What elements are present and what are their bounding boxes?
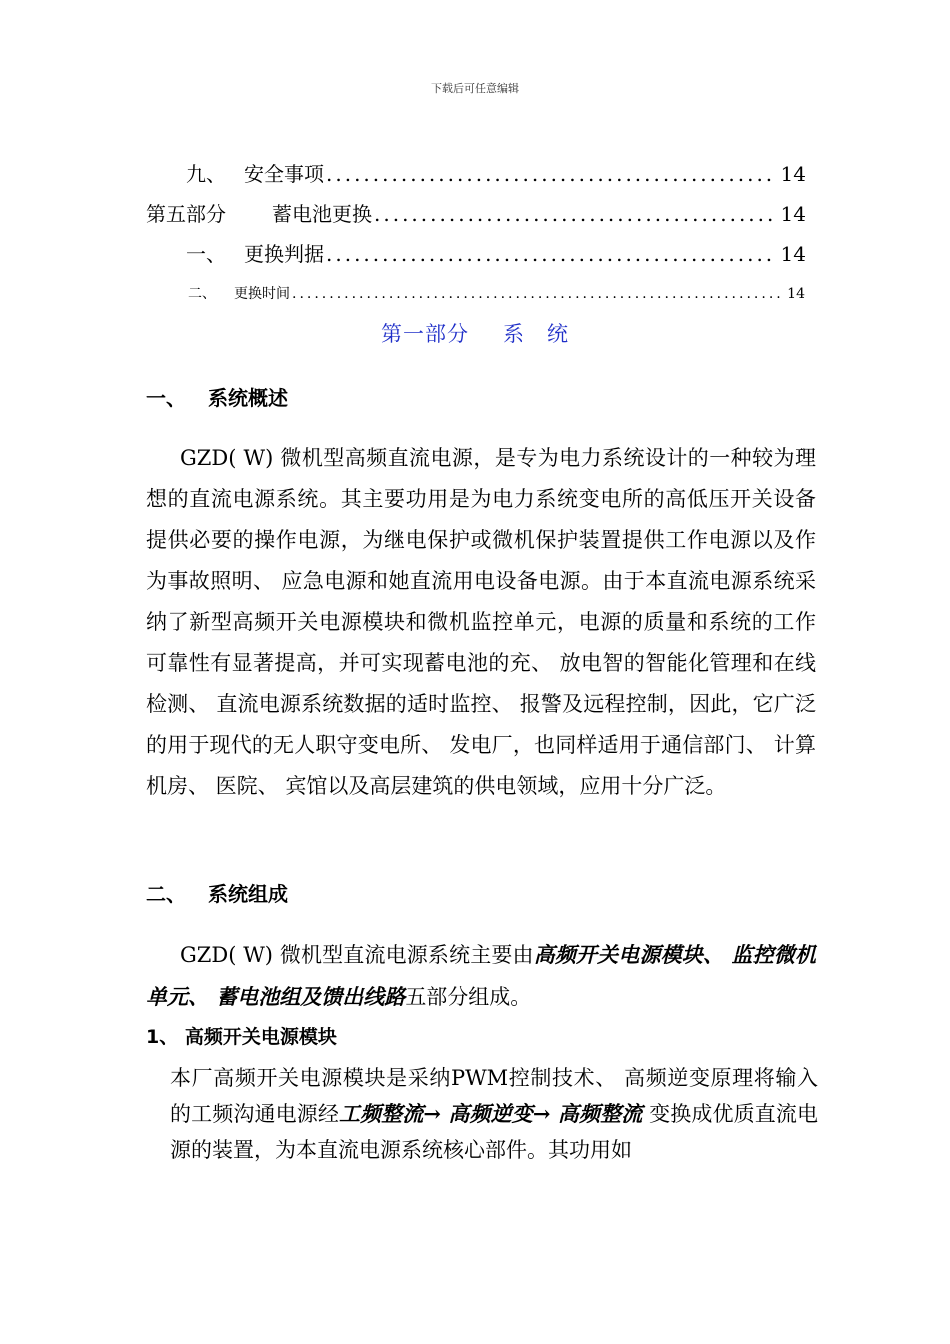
toc-entry[interactable] — [186, 240, 806, 268]
paragraph-text: 变换成优质直流电源的装置，为本直流电源系统核心部件。其功用如 — [170, 1102, 818, 1162]
section-title: 系统概述 — [208, 386, 288, 410]
part-heading — [0, 318, 950, 348]
toc-number: 第五部分 — [146, 202, 226, 226]
toc-leader — [292, 284, 783, 304]
toc-page: 14 — [780, 242, 806, 266]
toc-entry[interactable] — [146, 200, 806, 228]
section-title: 系统组成 — [208, 882, 288, 906]
toc-title: 更换判据 — [244, 242, 324, 266]
emphasized-text: 工频整流→ 高频逆变→ 高频整流 — [338, 1101, 643, 1126]
toc-number: 九、 — [186, 162, 226, 186]
toc-page: 14 — [787, 286, 805, 302]
subsection-title: 高频开关电源模块 — [184, 1026, 337, 1048]
subsection-number: 1、 — [146, 1026, 179, 1048]
toc-title: 蓄电池更换 — [272, 202, 372, 226]
toc-page: 14 — [780, 202, 806, 226]
toc-entry[interactable] — [186, 160, 806, 188]
toc-title: 更换时间 — [234, 286, 290, 302]
section-number: 二、 — [146, 882, 186, 906]
section-heading — [146, 382, 288, 411]
paragraph-text: GZD( W) 微机型高频直流电源，是专为电力系统设计的一种较为理想的直流电源系统。其主要功用是为电力系统变电所的高低压开关设备提供必要的操作电源，为继电保护或微机保护装置提供工作电源以及作为事故照明、 应急电源和她直流用电设备电源。由于本直流电源系统采纳了新型高频开关电源模块和微机监控单元，电源的质量和系统的工作可靠性有显著提高，并可实现蓄电池的充、 放电智的智能化管理和在线检测、 直流电源系统数据的适时监控、 报警及远程控制，因此，它广泛的用于现代的无人职守变电所、 发电厂，也同样适用于通信部门、 计算机房、 医院、 宾馆以及高层建筑的供电领域，应用十分广泛。 — [146, 446, 816, 798]
subsection-heading — [146, 1022, 337, 1049]
toc-title: 安全事项 — [244, 162, 324, 186]
toc-leader — [326, 160, 777, 188]
subsection-paragraph — [170, 1060, 818, 1168]
paragraph-text: 本厂高频开关电源模块是采纳PWM控制技术、 高频逆变原理将输入的工频沟通电源经 — [170, 1066, 818, 1126]
section-paragraph — [146, 934, 816, 1018]
section-heading — [146, 878, 288, 907]
toc-page: 14 — [780, 162, 806, 186]
paragraph-text: GZD( W) 微机型直流电源系统主要由 — [180, 943, 534, 967]
emphasized-text: 高频开关电源模块、 监控微机单元、 蓄电池组及馈出线路 — [146, 942, 816, 1009]
page-header: 下载后可任意编辑 — [431, 82, 519, 95]
section-paragraph — [146, 438, 816, 807]
part-title: 系 统 — [503, 322, 569, 346]
section-number: 一、 — [146, 386, 186, 410]
toc-number: 二、 — [188, 286, 216, 302]
paragraph-text: 五部分组成。 — [405, 985, 532, 1009]
toc-leader — [326, 240, 777, 268]
toc-leader — [374, 200, 777, 228]
part-number: 第一部分 — [381, 322, 469, 346]
toc-entry[interactable] — [188, 284, 805, 304]
toc-number: 一、 — [186, 242, 226, 266]
